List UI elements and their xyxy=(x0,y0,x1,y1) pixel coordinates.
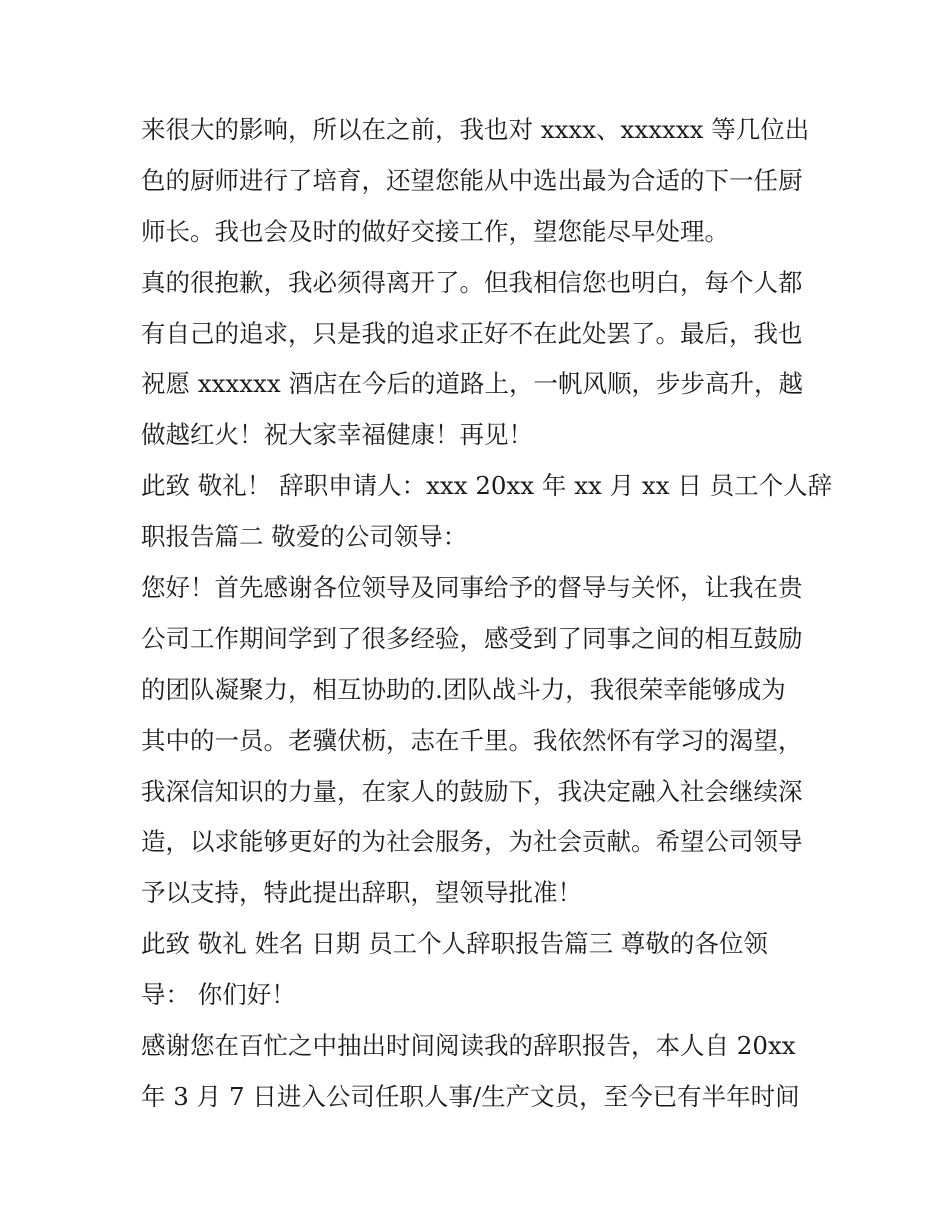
text-line: 年 3 月 7 日进入公司任职人事/生产文员，至今已有半年时间 xyxy=(141,1081,800,1111)
text-line: 您好！首先感谢各位领导及同事给予的督导与关怀，让我在贵 xyxy=(141,573,803,603)
text-line: 职报告篇二 敬爱的公司领导： xyxy=(141,522,468,552)
text-line: 造，以求能够更好的为社会服务，为社会贡献。希望公司领导 xyxy=(141,827,803,857)
text-line: 予以支持，特此提出辞职，望领导批准！ xyxy=(141,878,582,908)
text-line: 感谢您在百忙之中抽出时间阅读我的辞职报告，本人自 20xx xyxy=(141,1031,796,1061)
text-line: 其中的一员。老骥伏枥，志在千里。我依然怀有学习的渴望， xyxy=(141,725,803,755)
text-line: 我深信知识的力量，在家人的鼓励下，我决定融入社会继续深 xyxy=(141,776,803,806)
text-line: 来很大的影响，所以在之前，我也对 xxxx、xxxxxx 等几位出 xyxy=(141,115,810,144)
text-line: 的团队凝聚力，相互协助的.团队战斗力，我很荣幸能够成为 xyxy=(141,674,786,704)
text-line: 色的厨师进行了培育，还望您能从中选出最为合适的下一任厨 xyxy=(141,165,803,195)
text-line: 祝愿 xxxxxx 酒店在今后的道路上，一帆风顺，步步高升，越 xyxy=(141,369,803,399)
text-line: 有自己的追求，只是我的追求正好不在此处罢了。最后，我也 xyxy=(141,318,803,348)
text-line: 做越红火！祝大家幸福健康！再见！ xyxy=(141,420,533,450)
text-line: 公司工作期间学到了很多经验，感受到了同事之间的相互鼓励 xyxy=(141,623,803,653)
text-line: 此致 敬礼 姓名 日期 员工个人辞职报告篇三 尊敬的各位领 xyxy=(141,929,768,959)
text-line: 师长。我也会及时的做好交接工作，望您能尽早处理。 xyxy=(141,216,729,246)
text-line: 真的很抱歉，我必须得离开了。但我相信您也明白，每个人都 xyxy=(141,267,803,297)
text-line: 导： 你们好！ xyxy=(141,980,296,1010)
document-body xyxy=(141,105,833,1123)
text-line: 此致 敬礼！ 辞职申请人：xxx 20xx 年 xx 月 xx 日 员工个人辞 xyxy=(141,471,833,501)
